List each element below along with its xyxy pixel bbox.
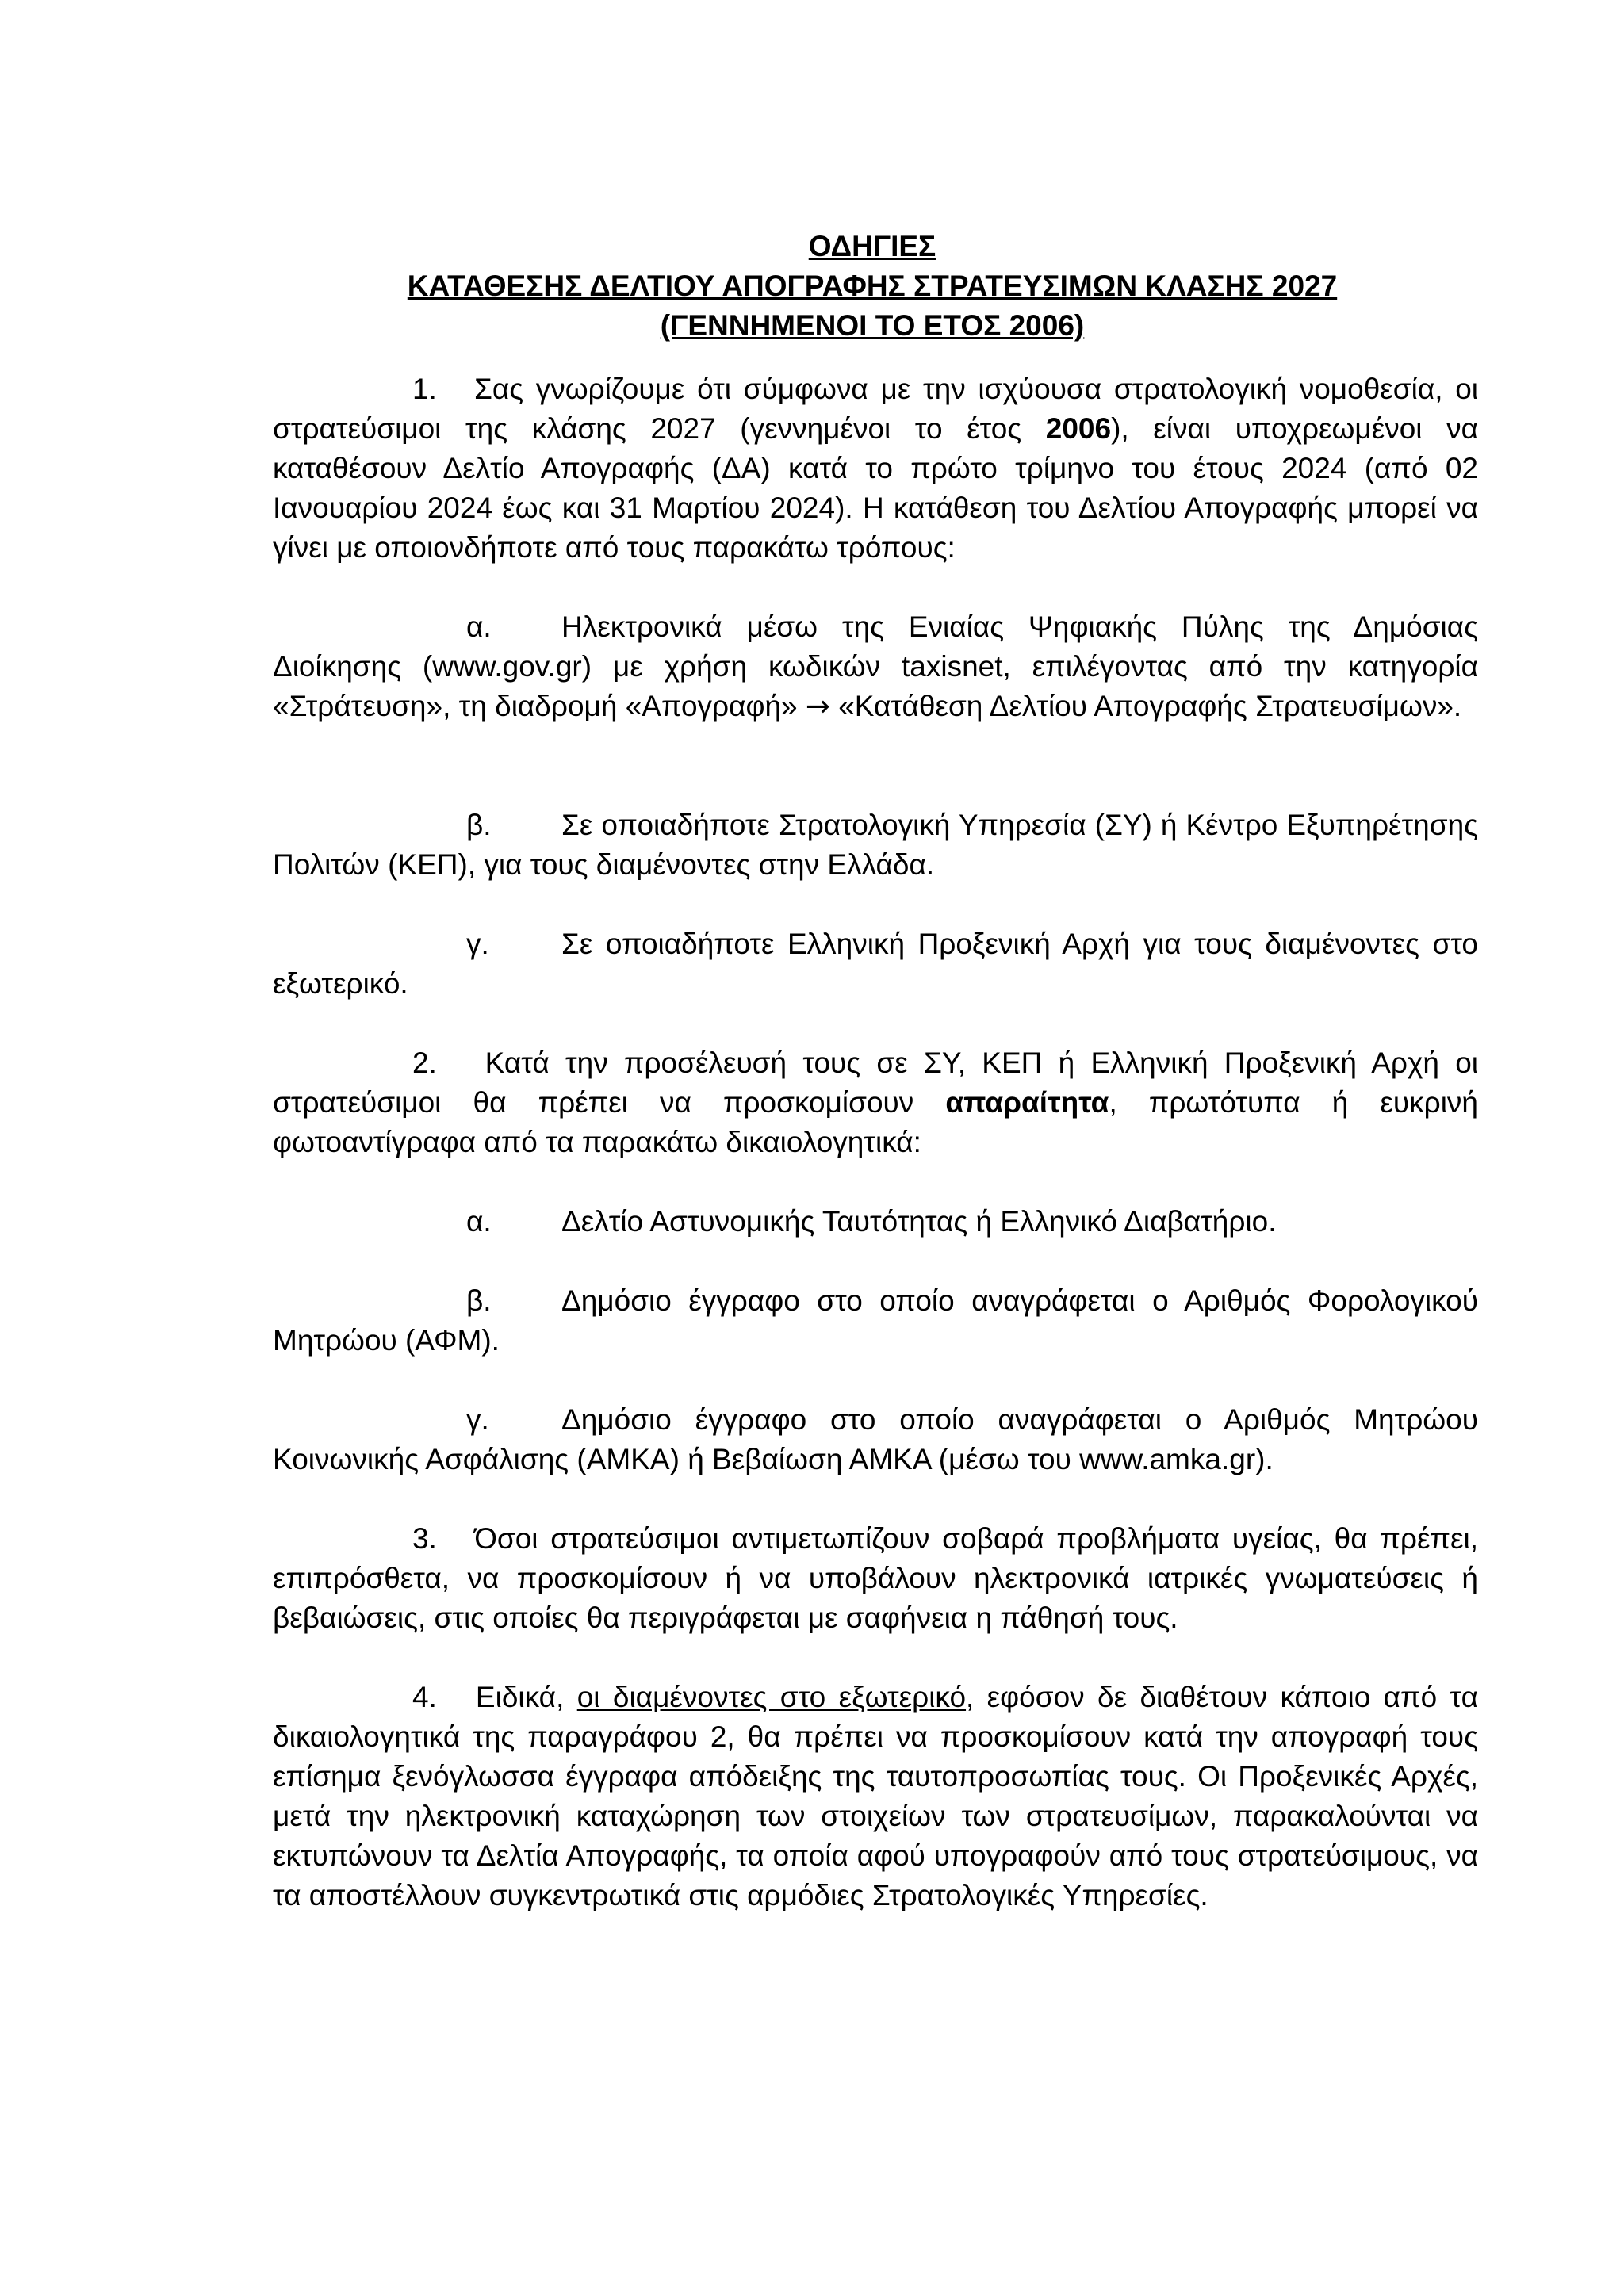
title-line-3: (ΓΕΝΝΗΜΕΝΟΙ ΤΟ ΕΤΟΣ 2006) (660, 309, 1085, 342)
item-label: γ. (466, 928, 489, 960)
title-line-2: ΚΑΤΑΘΕΣΗΣ ΔΕΛΤΙΟΥ ΑΠΟΓΡΑΦΗΣ ΣΤΡΑΤΕΥΣΙΜΩΝ ΚΛΑΣΗΣ 2027 (407, 270, 1338, 302)
paragraph-text: , εφόσον δε διαθέτουν κάποιο από τα δικαιολογητικά της παραγράφου 2, θα πρέπει να προσκομίσουν κατά την απογραφή τους επίσημα ξενόγλωσσα έγγραφα απόδειξης της ταυτοπροσωπίας τους. Οι Προξενικές Αρχές, μετά την ηλεκτρονική καταχώρηση των στοιχείων των στρατευσίμων, παρακαλούνται να εκτυπώνουν τα Δελτία Απογραφής, τα οποία αφού υπογραφούν από τους στρατεύσιμους, να τα αποστέλλουν συγκεντρωτικά στις αρμόδιες Στρατολογικές Υπηρεσίες. (273, 1681, 1478, 1911)
item-text: Δημόσιο έγγραφο στο οποίο αναγράφεται ο Αριθμός Φορολογικού Μητρώου (ΑΦΜ). (273, 1284, 1478, 1357)
paragraph-number: 3. (412, 1522, 437, 1555)
item-text: Δελτίο Αστυνομικής Ταυτότητας ή Ελληνικό Διαβατήριο. (561, 1205, 1277, 1238)
item-label: α. (466, 610, 492, 643)
paragraph-2c (273, 1400, 1478, 1479)
paragraph-number: 4. (412, 1681, 437, 1713)
item-text: Σε οποιαδήποτε Ελληνική Προξενική Αρχή για τους διαμένοντες στο εξωτερικό. (273, 928, 1478, 1000)
paragraph-1b (273, 806, 1478, 885)
paragraph-2a (273, 1202, 1478, 1242)
bold-year: 2006 (1045, 412, 1112, 445)
paragraph-text: Όσοι στρατεύσιμοι αντιμετωπίζουν σοβαρά προβλήματα υγείας, θα πρέπει, επιπρόσθετα, να προσκομίσουν ή να υποβάλουν ηλεκτρονικά ιατρικές γνωματεύσεις ή βεβαιώσεις, στις οποίες θα περιγράφεται με σαφήνεια η πάθησή τους. (273, 1522, 1478, 1634)
item-text: Σε οποιαδήποτε Στρατολογική Υπηρεσία (ΣΥ) ή Κέντρο Εξυπηρέτησης Πολιτών (ΚΕΠ), για τους διαμένοντες στην Ελλάδα. (273, 809, 1478, 881)
title-line-1: ΟΔΗΓΙΕΣ (808, 230, 936, 262)
paragraph-2 (273, 1043, 1478, 1162)
paragraph-1 (273, 369, 1478, 568)
paragraph-1a (273, 607, 1478, 726)
paragraph-3 (273, 1519, 1478, 1638)
item-label: γ. (466, 1403, 489, 1436)
underlined-text: οι διαμένοντες στο εξωτερικό (576, 1681, 967, 1713)
paragraph-text: Σας γνωρίζουμε ότι σύμφωνα με την ισχύουσα στρατολογική νομοθεσία, οι στρατεύσιμοι της κλάσης 2027 (γεννημένοι το έτος (273, 373, 1478, 445)
document-title (238, 227, 1507, 346)
item-text: Δημόσιο έγγραφο στο οποίο αναγράφεται ο Αριθμός Μητρώου Κοινωνικής Ασφάλισης (ΑΜΚΑ) ή Βεβαίωση ΑΜΚΑ (μέσω του www.amka.gr). (273, 1403, 1478, 1475)
bold-emphasis: απαραίτητα (945, 1086, 1109, 1119)
item-label: β. (466, 809, 492, 841)
paragraph-4 (273, 1678, 1478, 1915)
item-label: β. (466, 1284, 492, 1317)
paragraph-text: Ειδικά, (475, 1681, 577, 1713)
paragraph-1c (273, 924, 1478, 1004)
item-text: «Κατάθεση Δελτίου Απογραφής Στρατευσίμων». (829, 690, 1462, 722)
item-label: α. (466, 1205, 492, 1238)
paragraph-text: , πρωτότυπα ή ευκρινή φωτοαντίγραφα από τα παρακάτω δικαιολογητικά: (273, 1086, 1479, 1158)
paragraph-text: Κατά την προσέλευσή τους σε ΣΥ, ΚΕΠ ή Ελληνική Προξενική Αρχή οι στρατεύσιμοι θα πρέπει να προσκομίσουν (273, 1047, 1479, 1119)
paragraph-text: ), είναι υποχρεωμένοι να καταθέσουν Δελτίο Απογραφής (ΔΑ) κατά το πρώτο τρίμηνο του έτους 2024 (από 02 Ιανουαρίου 2024 έως και 31 Μαρτίου 2024). Η κατάθεση του Δελτίου Απογραφής μπορεί να γίνει με οποιονδήποτε από τους παρακάτω τρόπους: (273, 412, 1478, 564)
document-body (273, 369, 1478, 1915)
item-text: Ηλεκτρονικά μέσω της Ενιαίας Ψηφιακής Πύλης της Δημόσιας Διοίκησης (www.gov.gr) με χρήση κωδικών taxisnet, επιλέγοντας από την κατηγορία «Στράτευση», τη διαδρομή «Απογραφή» (273, 610, 1478, 722)
paragraph-number: 1. (412, 373, 437, 405)
paragraph-number: 2. (412, 1047, 437, 1079)
paragraph-2b (273, 1281, 1478, 1360)
arrow-icon: → (805, 689, 830, 723)
